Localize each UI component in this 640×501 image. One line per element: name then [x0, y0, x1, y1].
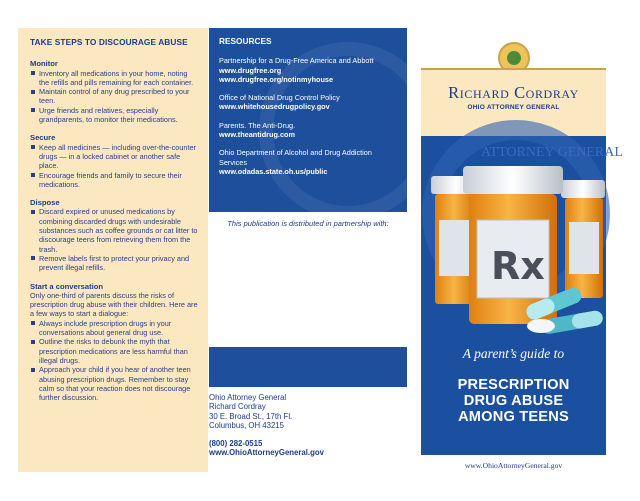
contact-street: 30 E. Broad St., 17th Fl.	[209, 411, 293, 421]
list-item: Keep all medicines — including over-the-counter drugs — in a locked cabinet or another safe place.	[30, 143, 198, 171]
contact-phone[interactable]: (800) 282-0515	[209, 438, 263, 448]
resource-name: Ohio Department of Alcohol and Drug Addiction Services	[219, 148, 372, 167]
list-item: Urge friends and relatives, especially grandparents, to monitor their medications.	[30, 106, 198, 125]
list-item: Approach your child if you hear of another teen abusing prescription drugs. Remember to stay calm so that your reaction does not discourage further discussion.	[30, 365, 198, 402]
cover-tagline: A parent’s guide to	[462, 346, 565, 361]
cover-name: Richard Cordray	[448, 83, 579, 102]
cover-panel	[421, 28, 623, 455]
tablet	[527, 319, 555, 333]
cover-website-link[interactable]: www.OhioAttorneyGeneral.gov	[464, 461, 563, 470]
cover-heading-line: PRESCRIPTION	[457, 377, 570, 393]
list-item: Encourage friends and family to secure their medications.	[30, 171, 198, 190]
cover-heading-line: AMONG TEENS	[458, 409, 569, 425]
seal-ring-text: ATTORNEY GENERAL	[481, 145, 623, 160]
cover-heading-line: DRUG ABUSE	[463, 393, 564, 409]
bottle-label	[569, 222, 599, 274]
resource-link[interactable]: www.drugfree.org www.drugfree.org/notinmyhouse	[219, 65, 334, 84]
resource-link[interactable]: www.odadas.state.oh.us/public	[219, 166, 328, 176]
contact-city: Columbus, OH 43215	[209, 421, 284, 431]
list-item: Discard expired or unused medications by combining discarded drugs with undesirable substances such as coffee grounds or cat litter to discourage teens from retrieving them from the trash.	[30, 207, 198, 253]
pill-bottles-illustration	[421, 134, 623, 344]
contact-block	[209, 393, 407, 457]
secure-title: Secure	[30, 133, 56, 143]
dispose-title: Dispose	[30, 198, 60, 208]
resource-item	[219, 121, 397, 140]
list-item: Maintain control of any drug prescribed to your teen.	[30, 87, 198, 106]
conversation-intro: Only one-third of parents discuss the risks of prescription drug abuse with their children. Here are a few ways to start a dialogue:	[30, 290, 198, 319]
resource-name: Parents. The Anti-Drug.	[219, 120, 296, 130]
resource-link[interactable]: www.whitehousedrugpolicy.gov	[219, 102, 330, 112]
bottle-cap	[561, 180, 605, 198]
rx-label: Rx	[491, 244, 545, 288]
resources-panel	[209, 28, 407, 212]
cover-title: OHIO ATTORNEY GENERAL	[467, 104, 560, 111]
blue-band	[209, 347, 407, 387]
bottle-cap	[463, 166, 563, 194]
tips-heading: TAKE STEPS TO DISCOURAGE ABUSE	[30, 37, 188, 47]
resource-item	[219, 93, 397, 112]
tips-panel	[18, 28, 208, 472]
resource-item	[219, 56, 397, 84]
resource-link[interactable]: www.theantidrug.com	[219, 130, 295, 140]
resource-name: Office of National Drug Control Policy	[219, 93, 340, 103]
partnership-note: This publication is distributed in partnership with:	[227, 219, 389, 228]
contact-name: Richard Cordray	[209, 402, 266, 412]
list-item: Remove labels first to protect your privacy and prevent illegal refills.	[30, 254, 198, 273]
monitor-title: Monitor	[30, 59, 58, 69]
contact-website-link[interactable]: www.OhioAttorneyGeneral.gov	[209, 448, 324, 458]
bottle-label	[439, 220, 473, 276]
resource-item	[219, 148, 397, 176]
secure-list	[30, 143, 198, 189]
monitor-list	[30, 69, 198, 125]
conversation-title: Start a conversation	[30, 281, 104, 291]
contact-org: Ohio Attorney General	[209, 393, 287, 402]
resource-name: Partnership for a Drug-Free America and Abbott	[219, 56, 374, 66]
dispose-list	[30, 207, 198, 272]
resources-heading: RESOURCES	[219, 36, 272, 46]
list-item: Outline the risks to debunk the myth that prescription medications are less harmful than illegal drugs.	[30, 337, 198, 365]
list-item: Inventory all medications in your home, noting the refills and pills remaining for each container.	[30, 69, 198, 88]
list-item: Always include prescription drugs in your conversations about general drug use.	[30, 319, 198, 338]
conversation-list	[30, 319, 198, 403]
cover-heading	[421, 377, 606, 425]
